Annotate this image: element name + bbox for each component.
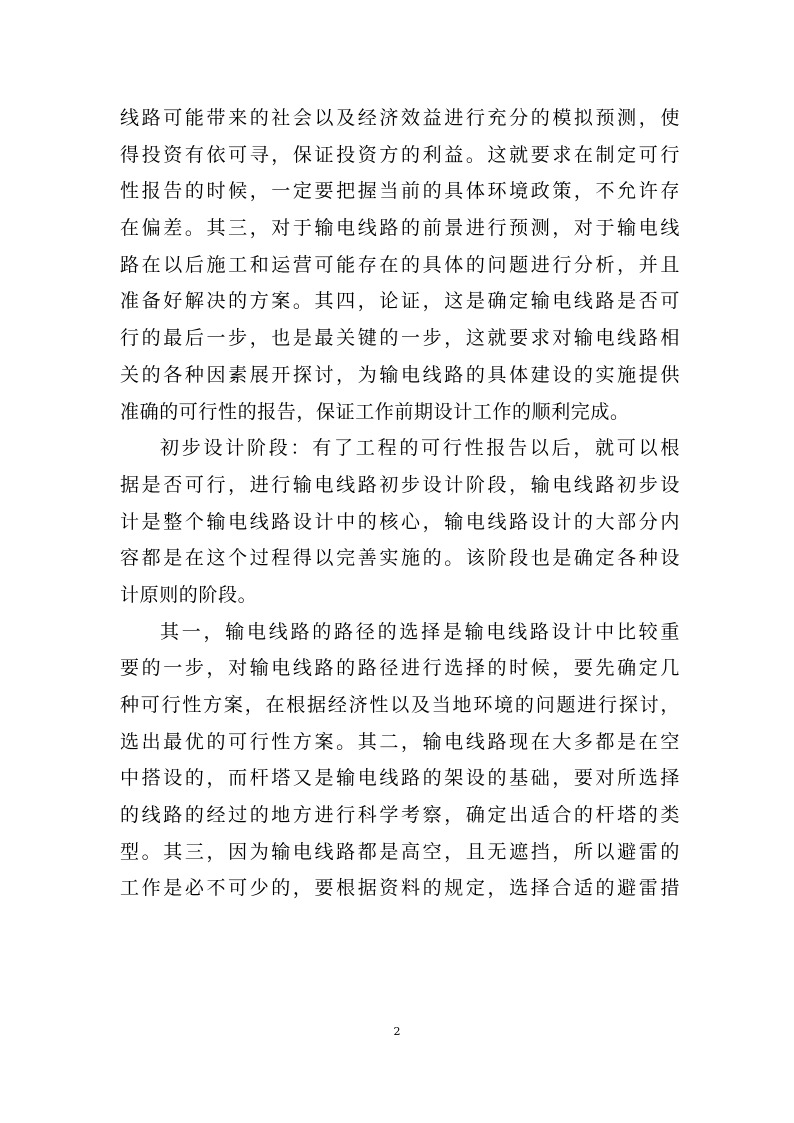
text-line: 路在以后施工和运营可能存在的具体的问题进行分析，并且 [120, 253, 680, 276]
text-line: 计是整个输电线路设计中的核心，输电线路设计的大部分内 [120, 510, 680, 533]
text-line: 中搭设的，而杆塔又是输电线路的架设的基础，要对所选择 [120, 767, 680, 790]
text-line: 选出最优的可行性方案。其二，输电线路现在大多都是在空 [120, 730, 680, 753]
text-line: 计原则的阶段。 [120, 583, 258, 606]
text-line: 的线路的经过的地方进行科学考察，确定出适合的杆塔的类 [120, 804, 680, 827]
text-line: 准确的可行性的报告，保证工作前期设计工作的顺利完成。 [120, 400, 630, 423]
text-line: 关的各种因素展开探讨，为输电线路的具体建设的实施提供 [120, 363, 680, 386]
text-line: 得投资有依可寻，保证投资方的利益。这就要求在制定可行 [120, 143, 680, 166]
body-text [120, 100, 680, 907]
text-line: 型。其三，因为输电线路都是高空，且无遮挡，所以避雷的 [120, 840, 680, 863]
paragraph [120, 430, 680, 613]
text-line: 在偏差。其三，对于输电线路的前景进行预测，对于输电线 [120, 217, 680, 240]
paragraph [120, 614, 680, 908]
page-number: 2 [393, 1025, 401, 1038]
text-line: 要的一步，对输电线路的路径进行选择的时候，要先确定几 [120, 657, 680, 680]
text-line: 其一，输电线路的路径的选择是输电线路设计中比较重 [160, 620, 680, 643]
text-line: 行的最后一步，也是最关键的一步，这就要求对输电线路相 [120, 327, 680, 350]
text-line: 初步设计阶段：有了工程的可行性报告以后，就可以根 [160, 437, 680, 460]
text-line: 性报告的时候，一定要把握当前的具体环境政策，不允许存 [120, 180, 680, 203]
paragraph [120, 100, 680, 430]
text-line: 据是否可行，进行输电线路初步设计阶段，输电线路初步设 [120, 473, 680, 496]
text-line: 工作是必不可少的，要根据资料的规定，选择合适的避雷措 [120, 877, 680, 900]
text-line: 容都是在这个过程得以完善实施的。该阶段也是确定各种设 [120, 547, 680, 570]
text-line: 线路可能带来的社会以及经济效益进行充分的模拟预测，使 [120, 107, 680, 129]
text-line: 种可行性方案，在根据经济性以及当地环境的问题进行探讨， [120, 694, 680, 716]
text-line: 准备好解决的方案。其四，论证，这是确定输电线路是否可 [120, 290, 680, 313]
